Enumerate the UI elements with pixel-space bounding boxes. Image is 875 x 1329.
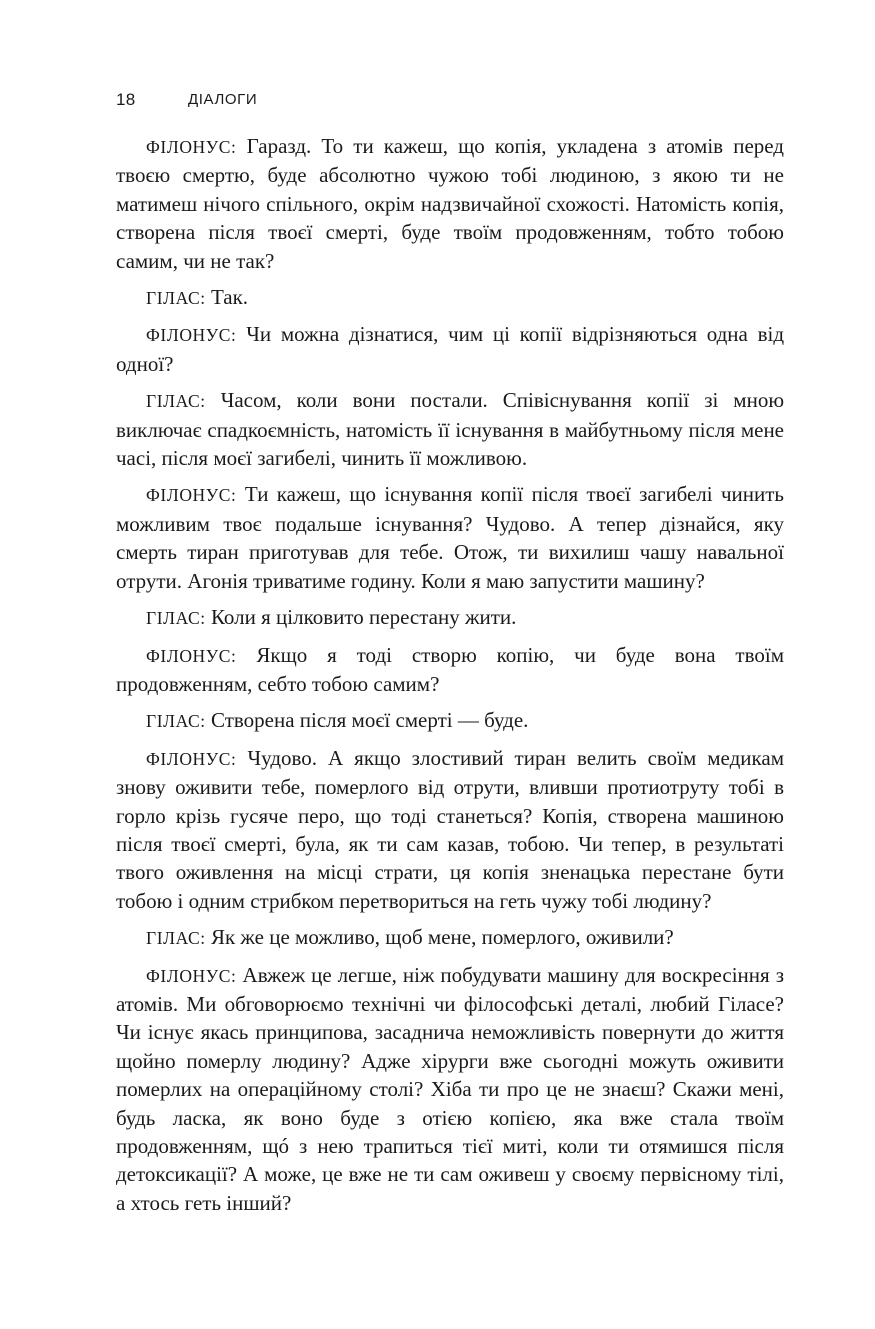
speech-text: Авжеж це легше, ніж побудувати машину для воскресіння з атомів. Ми обговорюємо технічні чи філософські деталі, любий Гіласе? Чи існує якась принципова, засаднича неможливість повернути до життя щойно померлу людину? Адже хірурги вже сьогодні можуть оживити померлих на операційному столі? Хіба ти про це не знаєш? Скажи мені, будь ласка, як воно буде з отією копією, яка вже стала твоїм продовженням, щó з нею трапиться тієї миті, коли ти отямишся після детоксикації? А може, це вже не ти сам оживеш у своєму первісному тілі, а хтось геть інший? — [116, 962, 784, 1215]
dialogue-paragraph — [116, 961, 784, 1218]
speaker-name: ГІЛАС: — [146, 711, 206, 732]
speech-text: Ти кажеш, що існування копії після твоєї загибелі чинить можливим твоє подальше існування? Чудово. А тепер дізнайся, яку смерть тиран приготував для тебе. Отож, ти вихилиш чашу навальної отрути. Агонія триватиме годину. Коли я маю запустити машину? — [116, 482, 785, 593]
dialogue-paragraph — [116, 603, 784, 632]
speech-text: Гаразд. То ти кажеш, що копія, укладена з атомів перед твоєю смертю, буде абсолютно чужою тобі людиною, з якою ти не матимеш нічого спільного, окрім надзвичайної схожості. Натомість копія, створена після твоєї смерті, буде твоїм продовженням, тобто тобою самим, чи не так? — [116, 134, 784, 273]
speaker-name: ГІЛАС: — [146, 288, 206, 309]
speaker-name: ФІЛОНУС: — [146, 485, 237, 506]
speech-text: Як же це можливо, щоб мене, померлого, оживили? — [210, 925, 674, 950]
dialogue-paragraph — [116, 320, 784, 378]
page-number: 18 — [116, 90, 136, 109]
speaker-name: ГІЛАС: — [146, 391, 206, 412]
dialogue-paragraph — [116, 744, 784, 915]
dialogue-paragraph — [116, 132, 784, 275]
speaker-name: ГІЛАС: — [146, 928, 206, 949]
speech-text: Коли я цілковито перестану жити. — [210, 605, 517, 630]
speech-text: Так. — [210, 285, 249, 310]
speaker-name: ФІЛОНУС: — [146, 645, 237, 666]
dialogue-paragraph — [116, 923, 784, 952]
dialogue-paragraph — [116, 283, 784, 312]
running-head: ДІАЛОГИ — [188, 91, 258, 108]
speech-text: Створена після моєї смерті — буде. — [210, 708, 529, 733]
speech-text: Чи можна дізнатися, чим ці копії відрізняються одна від одної? — [116, 322, 784, 376]
dialogue-paragraph — [116, 386, 784, 472]
dialogue-paragraph — [116, 641, 784, 699]
dialogue-body — [116, 132, 784, 1225]
speaker-name: ФІЛОНУС: — [146, 748, 237, 769]
dialogue-paragraph — [116, 480, 784, 595]
speech-text: Часом, коли вони постали. Співіснування копії зі мною виключає спадкоємність, натомість її існування в майбутньому після мене часі, після моєї загибелі, чинить її можливою. — [116, 388, 785, 471]
speaker-name: ФІЛОНУС: — [146, 137, 237, 157]
speaker-name: ГІЛАС: — [146, 608, 206, 629]
speech-text: Якщо я тоді створю копію, чи буде вона твоїм продовженням, себто тобою самим? — [116, 642, 784, 696]
dialogue-paragraph — [116, 706, 784, 735]
speech-text: Чудово. А якщо злостивий тиран велить своїм медикам знову оживити тебе, померлого від отрути, вливши протиотруту тобі в горло крізь гусяче перо, що тоді станеться? Копія, створена машиною після твоєї смерті, була, як ти сам казав, тобою. Чи тепер, в результаті твого оживлення на місці страти, ця копія зненацька перестане бути тобою і одним стрибком перетвориться на геть чужу тобі людину? — [116, 745, 785, 913]
speaker-name: ФІЛОНУС: — [146, 965, 237, 986]
speaker-name: ФІЛОНУС: — [146, 325, 237, 346]
